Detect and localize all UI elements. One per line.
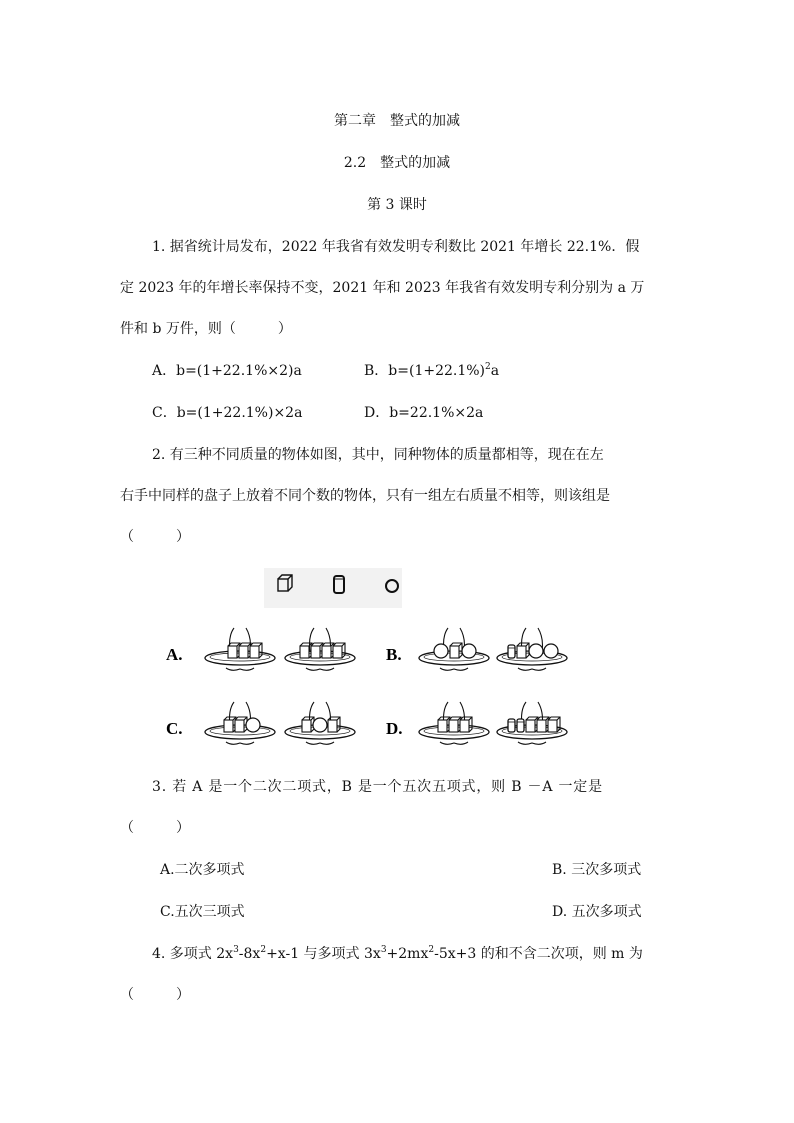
q1-line1: 1. 据省统计局发布，2022 年我省有效发明专利数比 2021 年增长 22.1%．假 [152,239,640,255]
objects-legend [264,568,402,608]
q2-line1: 2. 有三种不同质量的物体如图，其中，同种物体的质量都相等，现在在左 [152,447,604,463]
scales-figure [150,620,580,748]
scale-b-right [497,628,567,670]
q3-line2: （ ） [120,820,190,836]
scale-a [205,628,275,670]
scale-b [419,628,489,670]
section-title: 2.2 整式的加减 [343,155,451,171]
q2-line2: 右手中同样的盘子上放着不同个数的物体，只有一组左右质量不相等，则该组是 [120,488,610,504]
q3-option-a: A.二次多项式 [160,862,245,878]
lesson-title: 第 3 课时 [367,197,427,213]
scale-label-a: A. [166,645,183,664]
q2-line3: （ ） [120,529,190,545]
scale-label-d: D. [386,719,403,738]
scale-label-c: C. [166,719,183,738]
scale-label-b: B. [386,645,402,664]
q3-option-b: B. 三次多项式 [552,862,642,878]
q3-option-c: C.五次三项式 [160,904,245,920]
q3-option-d: D. 五次多项式 [552,904,642,920]
scale-c [205,702,275,744]
q1-option-a: A．b=(1+22.1%×2)a [152,363,302,379]
q1-option-c: C．b=(1+22.1%)×2a [152,405,303,421]
q1-line3: 件和 b 万件，则（ ） [120,321,292,337]
scale-a-right [285,628,355,670]
q1-option-b: B．$b=(1+22.1\%)^2a$ [364,362,500,379]
scale-d-right [497,702,567,744]
scale-c-right [285,702,355,744]
q1-option-d: D．b=22.1%×2a [364,405,484,421]
chapter-title: 第二章 整式的加减 [334,113,460,129]
q4-line1: 4. 多项式 $2x^3-8x^2+x-1$ 与多项式 $3x^3+2mx^2-5x+3$ 的和不含二次项，则 m 为 [152,945,643,962]
q1-line2: 定 2023 年的年增长率保持不变，2021 年和 2023 年我省有效发明专利分别为 a 万 [120,280,645,296]
scale-d [419,702,489,744]
q4-line2: （ ） [120,987,190,1003]
q3-line1: 3. 若 A 是一个二次二项式，B 是一个五次五项式，则 B －A 一定是 [152,779,603,795]
